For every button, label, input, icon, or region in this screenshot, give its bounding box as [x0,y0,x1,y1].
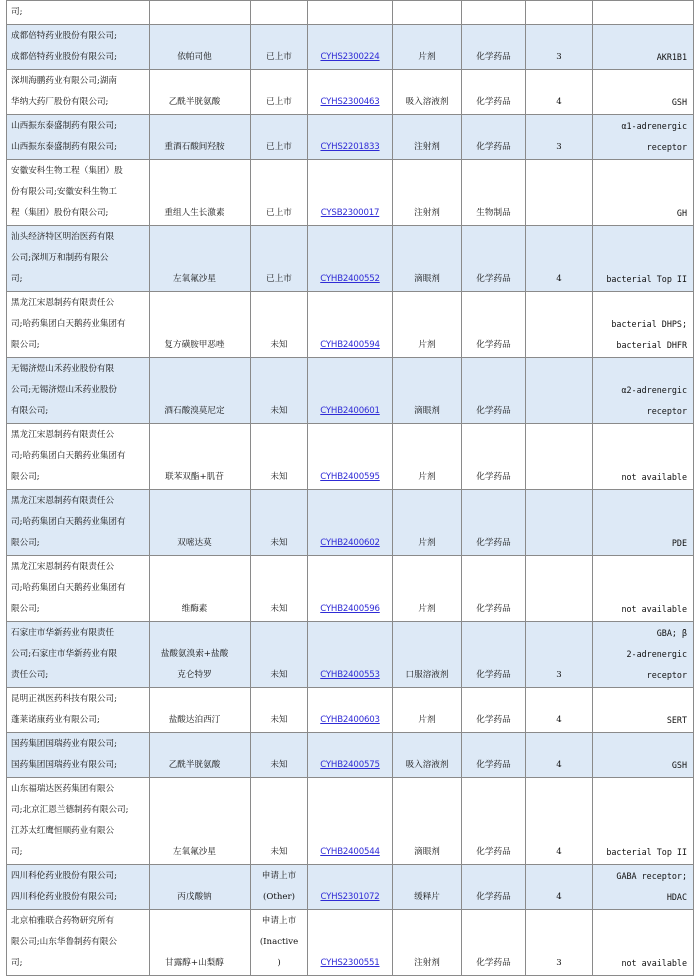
dosage-form-cell [393,70,462,115]
dosage-form-text: 吸入溶液剂 [405,760,449,770]
company-text: 山东福瑞达医药集团有限公 司;北京汇恩兰德制药有限公司; 江苏太红鹰恒顺药业有限公 司; [11,784,129,857]
status-cell [251,25,308,70]
dosage-form-text: 滴眼剂 [414,406,440,416]
drug-name-text: 乙酰半胱氨酸 [168,760,221,770]
drug-category-text: 化学药品 [476,142,511,152]
drug-name-text: 维酶素 [181,604,208,614]
drug-name-cell [150,688,251,733]
target-text: bacterial Top II [606,847,687,857]
drug-category-cell [462,115,526,160]
status-text: 未知 [270,472,288,482]
drug-category-text: 化学药品 [476,472,511,482]
registration-number-link[interactable]: CYHS2300463 [320,97,380,107]
status-text: 未知 [270,847,288,857]
target-text: GSH [671,97,687,107]
dosage-form-cell [393,622,462,688]
drug-category-text: 化学药品 [476,340,511,350]
phase-cell [526,115,593,160]
status-text: 未知 [270,670,288,680]
table-row [7,688,694,733]
phase-cell [526,358,593,424]
table-row [7,490,694,556]
drug-name-text: 丙戊酸钠 [177,892,212,902]
dosage-form-cell [393,115,462,160]
registration-number-link[interactable]: CYHB2400594 [320,340,380,350]
dosage-form-text: 片剂 [418,538,436,548]
company-text: 汕头经济特区明治医药有限 公司;深圳万和制药有限公 司; [11,232,115,284]
target-cell [593,865,694,910]
target-text: bacterial Top II [606,274,687,284]
drug-category-cell [462,25,526,70]
dosage-form-cell [393,424,462,490]
drug-category-cell [462,70,526,115]
target-cell [593,556,694,622]
dosage-form-text: 片剂 [418,340,436,350]
drug-category-cell [462,424,526,490]
target-cell [593,733,694,778]
registration-number-link[interactable]: CYSB2300017 [320,208,380,218]
registration-number-cell [308,292,393,358]
phase-cell [526,292,593,358]
drug-name-text: 左氧氟沙星 [173,847,216,857]
drug-name-cell [150,70,251,115]
registration-number-cell [308,910,393,976]
drug-category-cell [462,910,526,976]
drug-category-cell [462,688,526,733]
target-text: not available [621,604,687,614]
phase-cell [526,865,593,910]
status-cell [251,160,308,226]
target-text: GBA; β 2-adrenergic receptor [626,628,687,680]
phase-cell [526,622,593,688]
drug-category-cell [462,160,526,226]
target-text: GSH [671,760,687,770]
drug-category-text: 化学药品 [476,847,511,857]
target-cell [593,688,694,733]
drug-category-cell [462,226,526,292]
drug-category-text: 化学药品 [476,958,511,968]
company-text: 石家庄市华新药业有限责任 公司;石家庄市华新药业有限 责任公司; [11,628,118,680]
status-text: 未知 [270,340,288,350]
company-text: 北京柏雅联合药物研究所有 限公司;山东华鲁制药有限公 司; [11,916,118,968]
dosage-form-cell [393,226,462,292]
phase-text: 4 [556,97,562,107]
drug-name-text: 盐酸达泊西汀 [168,715,221,725]
drug-category-cell [462,778,526,865]
phase-cell [526,733,593,778]
registration-number-link[interactable]: CYHB2400595 [320,472,380,482]
dosage-form-text: 滴眼剂 [414,847,440,857]
target-text: PDE [671,538,687,548]
drug-name-cell [150,1,251,25]
status-cell [251,778,308,865]
table-row [7,556,694,622]
status-cell [251,490,308,556]
drug-name-text: 重酒石酸间羟胺 [164,142,225,152]
phase-text: 4 [556,892,562,902]
dosage-form-text: 缓释片 [414,892,440,902]
phase-cell [526,226,593,292]
company-cell [7,688,150,733]
drug-name-text: 复方磺胺甲恶唑 [164,340,225,350]
registration-number-link[interactable]: CYHS2201833 [320,142,380,152]
drug-name-text: 依帕司他 [177,52,212,62]
drug-name-text: 甘露醇+山梨醇 [165,958,224,968]
table-row [7,733,694,778]
drug-category-text: 化学药品 [476,760,511,770]
drug-name-cell [150,910,251,976]
company-text: 深圳海鹏药业有限公司;湖南 华纳大药厂股份有限公司; [11,76,118,107]
drug-name-text: 双嘧达莫 [177,538,212,548]
company-cell [7,622,150,688]
table-row [7,70,694,115]
target-cell [593,160,694,226]
drug-category-cell [462,865,526,910]
registration-number-cell [308,733,393,778]
status-cell [251,556,308,622]
status-text: 已上市 [266,208,292,218]
target-cell [593,226,694,292]
target-cell [593,115,694,160]
registration-number-link[interactable]: CYHS2301072 [320,892,380,902]
registration-number-link[interactable]: CYHB2400553 [320,670,380,680]
registration-number-cell [308,115,393,160]
company-text: 司; [11,7,23,17]
drug-category-cell [462,1,526,25]
company-text: 昆明正祺医药科技有限公司; 蓬莱诺康药业有限公司; [11,694,118,725]
company-cell [7,556,150,622]
registration-number-cell [308,688,393,733]
status-text: 已上市 [266,97,292,107]
table-row [7,910,694,976]
drug-name-cell [150,424,251,490]
company-cell [7,424,150,490]
drug-name-cell [150,160,251,226]
dosage-form-cell [393,910,462,976]
company-cell [7,1,150,25]
table-row [7,292,694,358]
target-text: α2-adrenergic receptor [621,385,687,416]
registration-number-link[interactable]: CYHB2400552 [320,274,380,284]
target-cell [593,70,694,115]
drug-category-cell [462,292,526,358]
drug-category-text: 化学药品 [476,670,511,680]
table-row [7,226,694,292]
drug-name-text: 酒石酸溴莫尼定 [164,406,225,416]
registration-number-link[interactable]: CYHB2400602 [320,538,380,548]
company-text: 黑龙江宋恩制药有限责任公 司;哈药集团白天鹅药业集团有 限公司; [11,298,126,350]
company-text: 安徽安科生物工程（集团）股 份有限公司;安徽安科生物工 程（集团）股份有限公司; [11,166,123,218]
status-text: 申请上市 (Other) [261,871,297,902]
registration-number-cell [308,358,393,424]
drug-category-cell [462,622,526,688]
drug-category-text: 化学药品 [476,715,511,725]
dosage-form-text: 滴眼剂 [414,274,440,284]
dosage-form-cell [393,25,462,70]
table-body [7,1,694,976]
target-cell [593,622,694,688]
phase-text: 4 [556,715,562,725]
status-cell [251,358,308,424]
company-cell [7,160,150,226]
target-cell [593,910,694,976]
phase-text: 3 [556,670,562,680]
phase-cell [526,1,593,25]
table-row [7,865,694,910]
company-text: 国药集团国瑞药业有限公司; 国药集团国瑞药业有限公司; [11,739,118,770]
phase-text: 3 [556,52,562,62]
drug-category-cell [462,556,526,622]
status-cell [251,424,308,490]
status-cell [251,688,308,733]
drug-name-cell [150,865,251,910]
company-cell [7,115,150,160]
phase-cell [526,778,593,865]
drug-category-text: 化学药品 [476,538,511,548]
phase-cell [526,910,593,976]
registration-number-link[interactable]: CYHB2400575 [320,760,380,770]
dosage-form-cell [393,1,462,25]
drug-name-cell [150,25,251,70]
registration-number-link[interactable]: CYHS2300224 [320,52,380,62]
status-cell [251,865,308,910]
target-text: α1-adrenergic receptor [621,121,687,152]
drug-name-text: 联苯双酯+肌苷 [165,472,224,482]
target-text: GABA receptor; HDAC [616,871,687,902]
company-text: 无锡济煜山禾药业股份有限 公司;无锡济煜山禾药业股份 有限公司; [11,364,118,416]
drug-name-cell [150,778,251,865]
dosage-form-cell [393,865,462,910]
dosage-form-text: 片剂 [418,472,436,482]
table-row [7,1,694,25]
dosage-form-text: 片剂 [418,604,436,614]
dosage-form-text: 口服溶液剂 [405,670,449,680]
registration-number-link[interactable]: CYHB2400603 [320,715,380,725]
dosage-form-text: 片剂 [418,715,436,725]
status-cell [251,226,308,292]
table-row [7,424,694,490]
dosage-form-text: 注射剂 [414,142,440,152]
drug-name-cell [150,292,251,358]
target-text: bacterial DHPS; bacterial DHFR [611,319,687,350]
status-text: 未知 [270,604,288,614]
drug-name-text: 盐酸氨溴索+盐酸 克仑特罗 [160,649,229,680]
drug-category-text: 化学药品 [476,274,511,284]
registration-number-cell [308,160,393,226]
drug-category-cell [462,733,526,778]
company-text: 山西振东泰盛制药有限公司; 山西振东泰盛制药有限公司; [11,121,118,152]
dosage-form-cell [393,358,462,424]
company-cell [7,292,150,358]
company-cell [7,25,150,70]
table-row [7,115,694,160]
status-text: 已上市 [266,142,292,152]
status-cell [251,1,308,25]
drug-name-cell [150,358,251,424]
company-text: 黑龙江宋恩制药有限责任公 司;哈药集团白天鹅药业集团有 限公司; [11,496,126,548]
drug-category-text: 化学药品 [476,97,511,107]
registration-number-cell [308,490,393,556]
target-cell [593,424,694,490]
dosage-form-cell [393,490,462,556]
status-cell [251,733,308,778]
drug-name-cell [150,115,251,160]
dosage-form-cell [393,556,462,622]
status-cell [251,70,308,115]
dosage-form-cell [393,688,462,733]
company-cell [7,490,150,556]
drug-registration-table [6,0,694,976]
dosage-form-text: 注射剂 [414,958,440,968]
registration-number-cell [308,1,393,25]
registration-number-cell [308,424,393,490]
status-text: 已上市 [266,52,292,62]
registration-number-link[interactable]: CYHB2400544 [320,847,380,857]
registration-number-link[interactable]: CYHS2300551 [320,958,380,968]
target-text: GH [676,208,687,218]
dosage-form-text: 吸入溶液剂 [405,97,449,107]
registration-number-cell [308,622,393,688]
table-row [7,358,694,424]
company-cell [7,733,150,778]
drug-name-text: 左氧氟沙星 [173,274,216,284]
registration-number-link[interactable]: CYHB2400596 [320,604,380,614]
status-text: 未知 [270,715,288,725]
table-row [7,25,694,70]
registration-number-cell [308,226,393,292]
registration-number-cell [308,865,393,910]
dosage-form-cell [393,778,462,865]
status-cell [251,622,308,688]
status-text: 未知 [270,406,288,416]
drug-category-text: 化学药品 [476,892,511,902]
dosage-form-cell [393,160,462,226]
target-cell [593,292,694,358]
drug-name-cell [150,556,251,622]
company-text: 成都倍特药业股份有限公司; 成都倍特药业股份有限公司; [11,31,118,62]
company-cell [7,226,150,292]
registration-number-cell [308,556,393,622]
status-cell [251,292,308,358]
phase-cell [526,688,593,733]
phase-cell [526,556,593,622]
drug-category-text: 化学药品 [476,52,511,62]
target-text: not available [621,958,687,968]
phase-text: 3 [556,142,562,152]
target-text: not available [621,472,687,482]
phase-text: 4 [556,847,562,857]
drug-category-cell [462,358,526,424]
phase-cell [526,160,593,226]
dosage-form-cell [393,292,462,358]
table-row [7,160,694,226]
phase-cell [526,70,593,115]
status-cell [251,115,308,160]
dosage-form-cell [393,733,462,778]
table-row [7,778,694,865]
drug-name-cell [150,490,251,556]
phase-cell [526,490,593,556]
status-text: 未知 [270,538,288,548]
phase-text: 4 [556,760,562,770]
registration-number-link[interactable]: CYHB2400601 [320,406,380,416]
company-text: 四川科伦药业股份有限公司; 四川科伦药业股份有限公司; [11,871,118,902]
target-cell [593,778,694,865]
target-text: AKR1B1 [656,52,687,62]
company-cell [7,358,150,424]
target-text: SERT [666,715,687,725]
target-cell [593,358,694,424]
drug-name-text: 乙酰半胱氨酸 [168,97,221,107]
registration-number-cell [308,70,393,115]
target-cell [593,25,694,70]
status-text: 申请上市 (Inactive ) [259,916,299,968]
drug-name-cell [150,226,251,292]
drug-name-cell [150,622,251,688]
company-cell [7,910,150,976]
dosage-form-text: 注射剂 [414,208,440,218]
phase-cell [526,25,593,70]
target-cell [593,1,694,25]
drug-name-cell [150,733,251,778]
drug-category-text: 化学药品 [476,604,511,614]
phase-cell [526,424,593,490]
company-cell [7,865,150,910]
status-text: 已上市 [266,274,292,284]
drug-category-text: 化学药品 [476,406,511,416]
status-text: 未知 [270,760,288,770]
company-cell [7,778,150,865]
registration-number-cell [308,778,393,865]
company-text: 黑龙江宋恩制药有限责任公 司;哈药集团白天鹅药业集团有 限公司; [11,430,126,482]
registration-number-cell [308,25,393,70]
status-cell [251,910,308,976]
phase-text: 4 [556,274,562,284]
company-text: 黑龙江宋恩制药有限责任公 司;哈药集团白天鹅药业集团有 限公司; [11,562,126,614]
drug-category-cell [462,490,526,556]
dosage-form-text: 片剂 [418,52,436,62]
target-cell [593,490,694,556]
phase-text: 3 [556,958,562,968]
drug-name-text: 重组人生长激素 [164,208,225,218]
company-cell [7,70,150,115]
table-row [7,622,694,688]
drug-category-text: 生物制品 [476,208,511,218]
